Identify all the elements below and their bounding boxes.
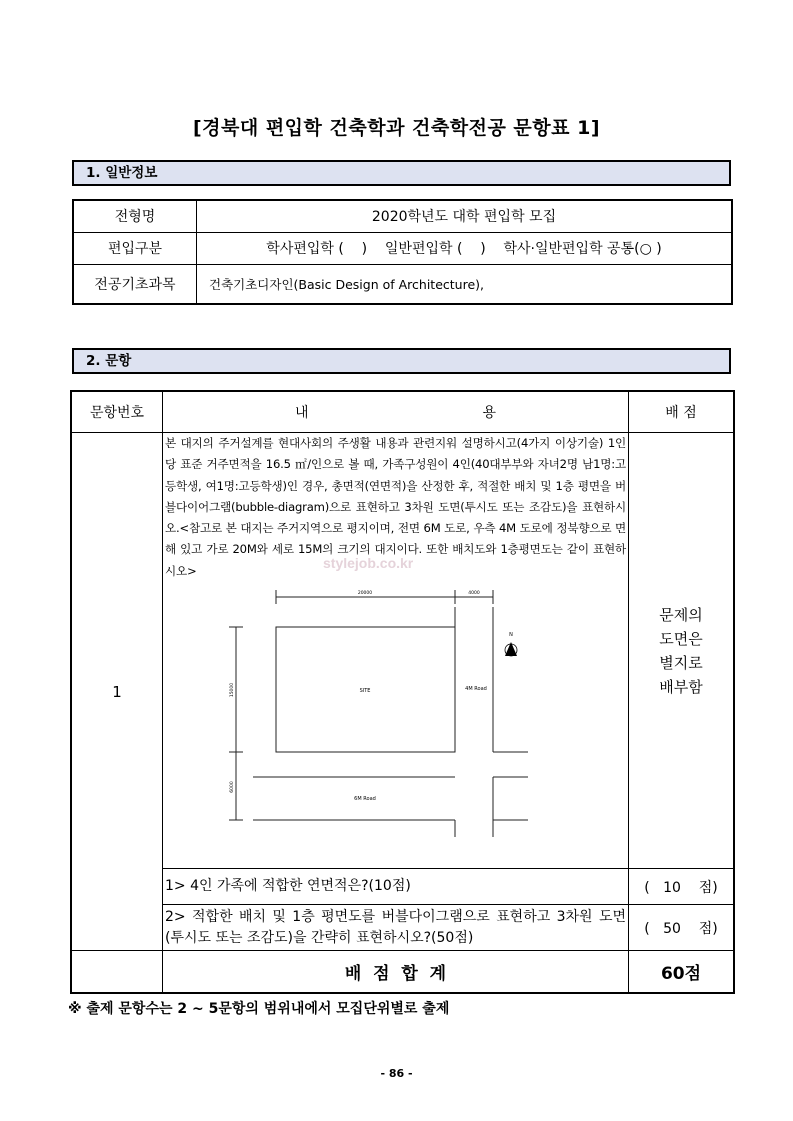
total-label: 배 점 합 계 xyxy=(163,951,629,993)
page-title: [경북대 편입학 건축학과 건축학전공 문항표 1] xyxy=(192,117,601,139)
question-text: 본 대지의 주거설계를 현대사회의 주생활 내용과 관련지워 설명하시고(4가지 이상기술) 1인당 표준 거주면적을 16.5 ㎡/인으로 볼 때, 가족구성원이 4인(40대부부와 자녀2명 남1명:고등학생, 여1명:고등학생)인 경우, 총면적(연면적)을 산정한 후, 적절한 배치 및 1층 평면을 버블다이어그램(bubble-diagram)으로 표현하고 3차원 도면(투시도 또는 조감도)을 표현하시오.<참고로 본 대지는 주거지역으로 평지이며, 전면 6M 도로, 우측 4M 도로에 정북향으로 면해 있고 가로 20M와 세로 15M의 크기의 대지이다. 또한 배치도와 1층평면도는 같이 표현하시오> xyxy=(165,436,626,578)
header-content-char-1: 내 xyxy=(295,405,309,421)
total-empty-cell xyxy=(71,951,163,993)
dimension-left-main: 15000 xyxy=(230,682,235,698)
sub-question-text: 2> 적합한 배치 및 1층 평면도를 버블다이그램으로 표현하고 3차원 도면(투시도 또는 조감도)을 간략히 표현하시오?(50점) xyxy=(163,905,629,951)
north-label: N xyxy=(509,632,513,639)
total-row xyxy=(71,951,734,993)
header-content xyxy=(163,391,629,433)
site-label: SITE xyxy=(359,688,371,695)
site-plan-diagram xyxy=(163,582,628,852)
header-question-number: 문항번호 xyxy=(71,391,163,433)
score-note: 문제의 도면은 별지로 배부함 xyxy=(659,605,703,696)
question-content xyxy=(163,433,629,869)
dimension-top-road: 4000 xyxy=(468,591,480,597)
page-number: - 86 - xyxy=(380,1067,413,1080)
question-number: 1 xyxy=(71,433,163,951)
info-value: 학사편입학 ( ) 일반편입학 ( ) 학사·일반편입학 공통(○ ) xyxy=(197,232,733,264)
sub-question-row xyxy=(71,905,734,951)
table-header-row xyxy=(71,391,734,433)
dimension-left-road: 6000 xyxy=(230,781,235,793)
question-table xyxy=(70,390,735,994)
info-value: 2020학년도 대학 편입학 모집 xyxy=(197,200,733,232)
sub-question-row xyxy=(71,869,734,905)
info-row xyxy=(73,264,732,304)
info-row xyxy=(73,200,732,232)
section-heading-questions: 2. 문항 xyxy=(72,348,731,374)
general-info-table xyxy=(72,199,733,305)
section-heading-general-info: 1. 일반정보 xyxy=(72,160,731,186)
dimension-top-main: 20000 xyxy=(357,591,373,597)
sub-question-score: ( 10 점) xyxy=(629,869,735,905)
sub-question-score: ( 50 점) xyxy=(629,905,735,951)
info-value: 건축기초디자인(Basic Design of Architecture), xyxy=(197,264,733,304)
info-label: 전공기초과목 xyxy=(73,264,197,304)
sub-question-text: 1> 4인 가족에 적합한 연면적은?(10점) xyxy=(163,869,629,905)
header-content-char-2: 용 xyxy=(482,405,496,421)
info-row xyxy=(73,232,732,264)
footer-note: ※ 출제 문항수는 2 ~ 5문항의 범위내에서 모집단위별로 출제 xyxy=(68,1001,450,1017)
score-note-cell xyxy=(629,433,735,869)
header-score: 배 점 xyxy=(629,391,735,433)
info-label: 전형명 xyxy=(73,200,197,232)
question-row xyxy=(71,433,734,869)
watermark: stylejob.co.kr xyxy=(323,555,414,571)
road-bottom-label: 6M Road xyxy=(354,796,376,803)
total-value: 60점 xyxy=(629,951,735,993)
info-label: 편입구분 xyxy=(73,232,197,264)
road-right-label: 4M Road xyxy=(465,686,487,693)
